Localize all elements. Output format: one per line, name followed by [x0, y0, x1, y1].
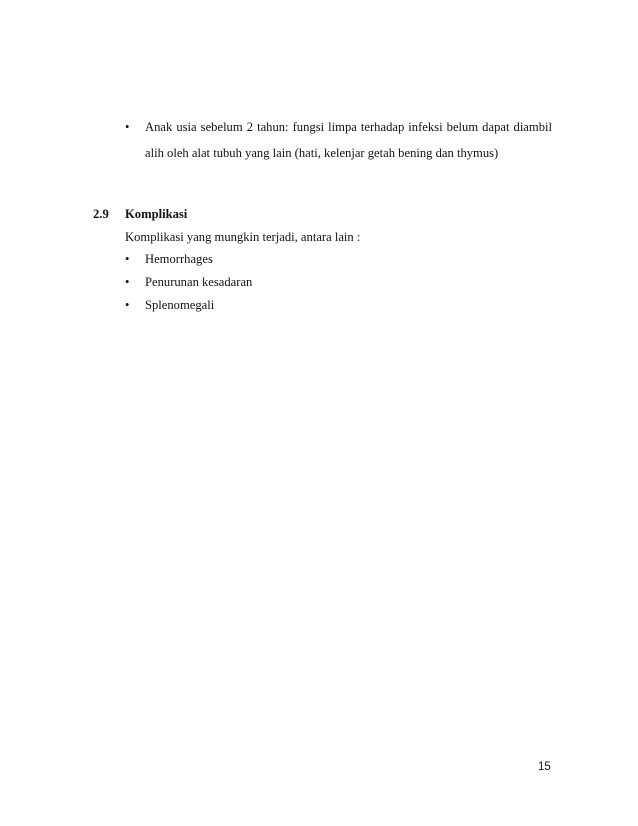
section-number: 2.9 — [93, 207, 109, 221]
bullet-icon: • — [125, 275, 130, 289]
intro-bullet-text — [145, 117, 552, 163]
list-item-text: Hemorrhages — [145, 252, 213, 266]
intro-bullet-line-1: Anak usia sebelum 2 tahun: fungsi limpa terhadap infeksi belum dapat diambil — [145, 120, 552, 134]
bullet-icon: • — [125, 252, 130, 266]
intro-bullet-line-2: alih oleh alat tubuh yang lain (hati, kelenjar getah bening dan thymus) — [145, 146, 499, 160]
list-item-text: Penurunan kesadaran — [145, 275, 253, 289]
bullet-icon: • — [125, 120, 130, 134]
bullet-icon: • — [125, 298, 130, 312]
section-intro: Komplikasi yang mungkin terjadi, antara lain : — [125, 230, 361, 244]
page-number: 15 — [538, 761, 551, 773]
section-title: Komplikasi — [125, 207, 188, 221]
list-item-text: Splenomegali — [145, 298, 215, 312]
